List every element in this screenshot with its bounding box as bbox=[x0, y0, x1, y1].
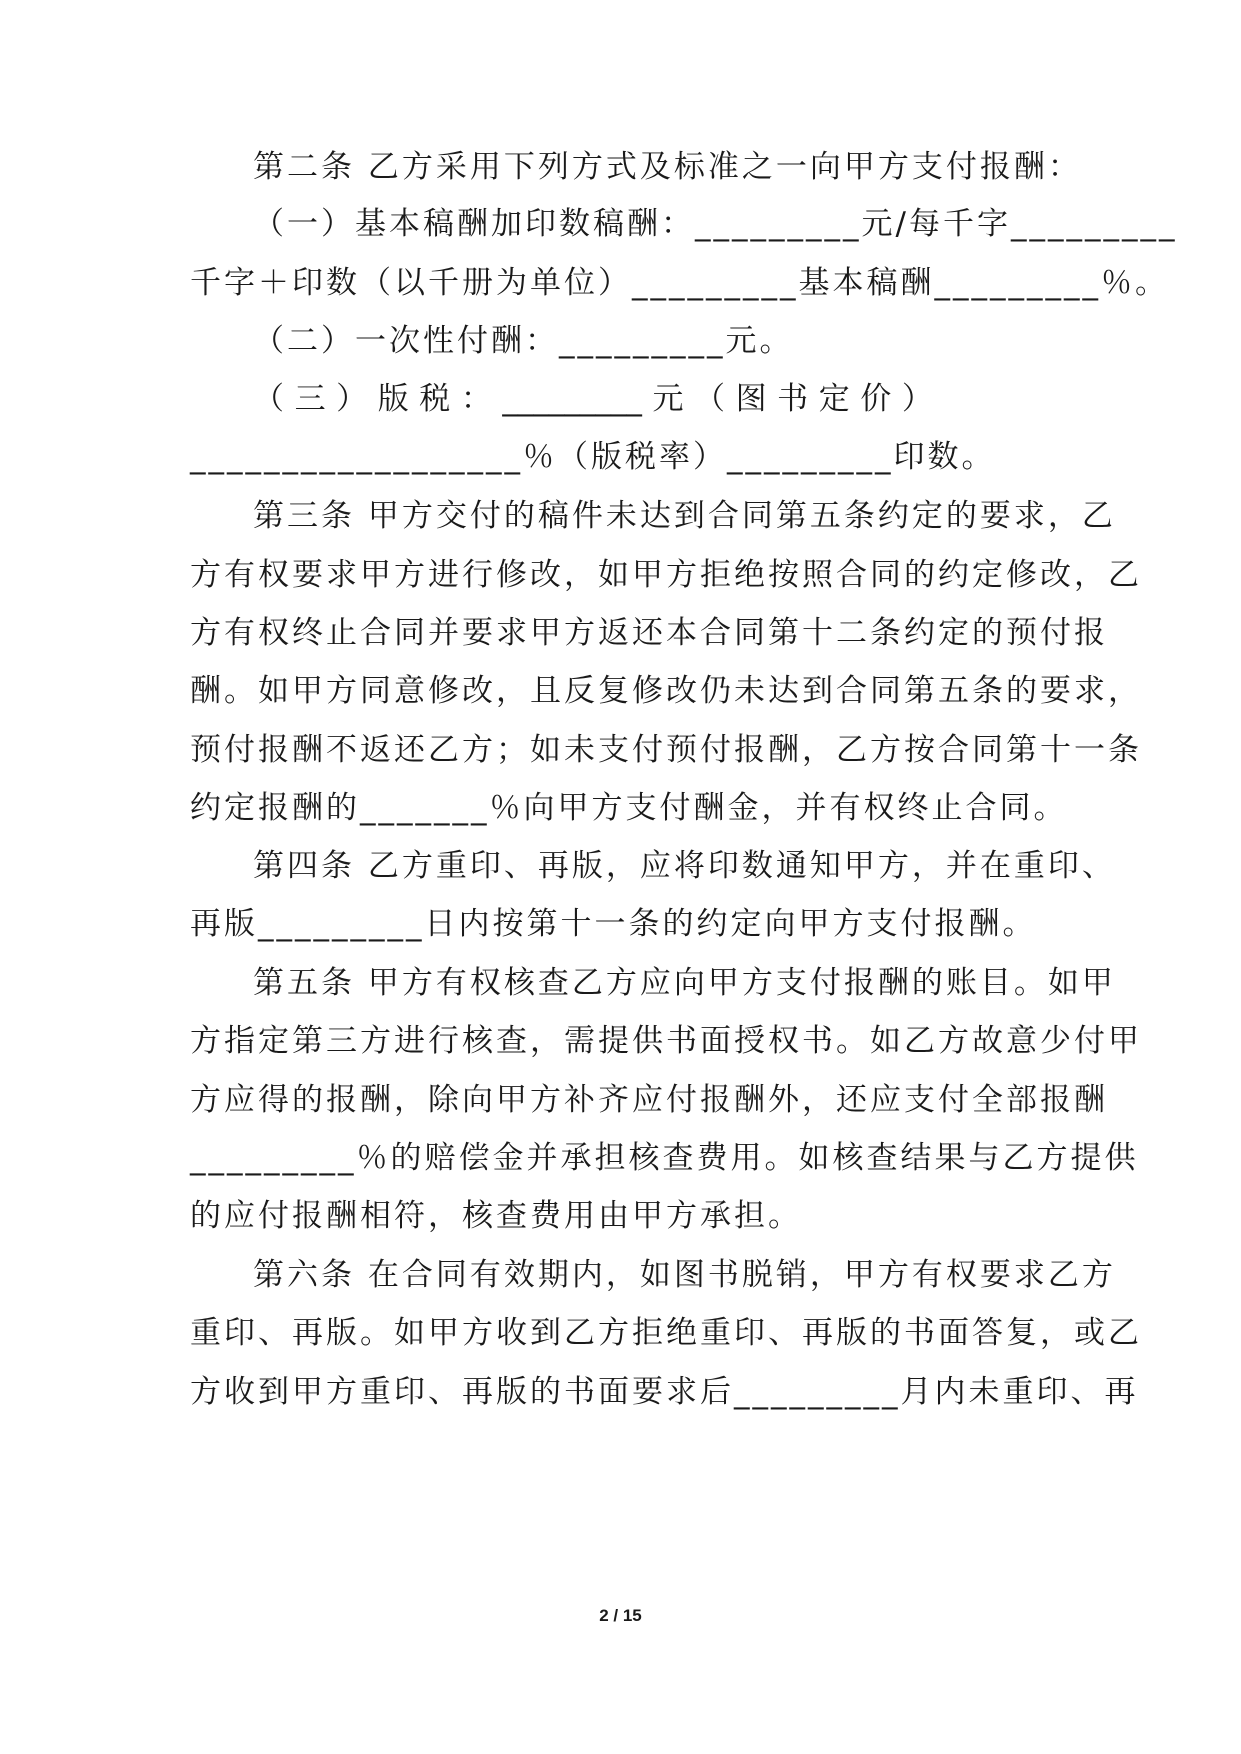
spaced-char: 税 bbox=[419, 381, 451, 417]
article-4-line-1: 第四条 乙方重印、再版，应将印数通知甲方，并在重印、 bbox=[253, 848, 1116, 884]
spaced-char: 图 bbox=[735, 381, 767, 417]
clause-2-2: （二）一次性付酬：_________元。 bbox=[253, 323, 794, 359]
page-number: 2 / 15 bbox=[599, 1606, 642, 1625]
spaced-char: ： bbox=[460, 381, 492, 417]
article-2-heading: 第二条 乙方采用下列方式及标准之一向甲方支付报酬： bbox=[253, 149, 1082, 185]
spaced-char: 三 bbox=[294, 381, 326, 417]
article-3-line-6: 约定报酬的_______％向甲方支付酬金，并有权终止合同。 bbox=[190, 790, 1068, 826]
article-4-line-2: 再版_________日内按第十一条的约定向甲方支付报酬。 bbox=[190, 906, 1037, 942]
article-6-line-1: 第六条 在合同有效期内，如图书脱销，甲方有权要求乙方 bbox=[253, 1257, 1116, 1293]
clause-2-3-line-2: __________________％（版税率）_________印数。 bbox=[190, 439, 996, 475]
article-3-line-2: 方有权要求甲方进行修改，如甲方拒绝按照合同的约定修改，乙 bbox=[190, 557, 1142, 593]
spaced-char: ） bbox=[901, 381, 933, 417]
article-3-line-1: 第三条 甲方交付的稿件未达到合同第五条约定的要求，乙 bbox=[253, 498, 1116, 534]
spaced-char: 定 bbox=[818, 381, 850, 417]
article-3-line-3: 方有权终止合同并要求甲方返还本合同第十二条约定的预付报 bbox=[190, 615, 1108, 651]
article-5-line-2: 方指定第三方进行核查，需提供书面授权书。如乙方故意少付甲 bbox=[190, 1023, 1142, 1059]
article-5-line-5: 的应付报酬相符，核查费用由甲方承担。 bbox=[190, 1198, 802, 1234]
article-3-line-4: 酬。如甲方同意修改，且反复修改仍未达到合同第五条的要求， bbox=[190, 673, 1142, 709]
spaced-char: 元 bbox=[652, 381, 684, 417]
article-6-line-3: 方收到甲方重印、再版的书面要求后_________月内未重印、再 bbox=[190, 1374, 1139, 1410]
article-5-line-1: 第五条 甲方有权核查乙方应向甲方支付报酬的账目。如甲 bbox=[253, 965, 1116, 1001]
blank-field: _________ bbox=[502, 381, 642, 417]
clause-2-1-line-1: （一）基本稿酬加印数稿酬：_________元/每千字_________ bbox=[253, 206, 1178, 242]
spaced-char: 价 bbox=[860, 381, 892, 417]
spaced-char: （ bbox=[694, 381, 725, 417]
clause-2-3-line-1 bbox=[253, 379, 933, 419]
article-5-line-4: _________％的赔偿金并承担核查费用。如核查结果与乙方提供 bbox=[190, 1140, 1139, 1176]
spaced-char: （ bbox=[253, 381, 284, 417]
clause-2-1-line-2: 千字＋印数（以千册为单位）_________基本稿酬_________％。 bbox=[190, 265, 1169, 301]
spaced-char: 书 bbox=[777, 381, 809, 417]
article-6-line-2: 重印、再版。如甲方收到乙方拒绝重印、再版的书面答复，或乙 bbox=[190, 1315, 1142, 1351]
article-3-line-5: 预付报酬不返还乙方；如未支付预付报酬，乙方按合同第十一条 bbox=[190, 732, 1142, 768]
spaced-char: ） bbox=[336, 381, 368, 417]
article-5-line-3: 方应得的报酬，除向甲方补齐应付报酬外，还应支付全部报酬 bbox=[190, 1082, 1108, 1118]
spaced-char: 版 bbox=[377, 381, 409, 417]
